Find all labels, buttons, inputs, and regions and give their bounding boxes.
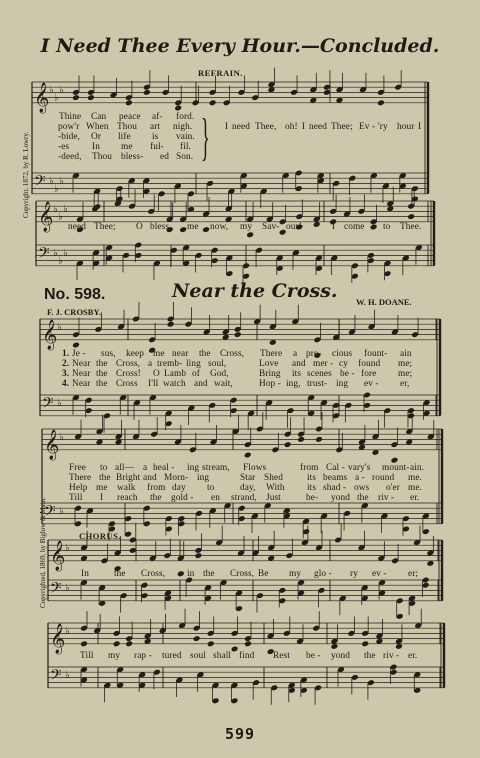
flat-icon: ♭ (54, 92, 59, 104)
hymn-title: Near the Cross. (172, 280, 338, 302)
bass-clef-icon: 𝄢 (38, 244, 50, 266)
verse-bracket: } (201, 109, 210, 166)
treble-clef-icon: 𝄞 (42, 319, 58, 350)
copyright-note-top: Copyright, 1872, by R. Lowry. (22, 131, 30, 218)
page-title: I Need Thee Every Hour.—Concluded. (40, 35, 440, 57)
flat-icon: ♭ (65, 625, 70, 637)
note-head (193, 635, 201, 642)
note-head (80, 640, 88, 647)
flat-icon: ♭ (57, 321, 62, 333)
note-head (72, 94, 80, 101)
flat-icon: ♭ (65, 669, 70, 681)
flat-icon: ♭ (53, 203, 58, 215)
note-head (129, 547, 137, 554)
note-head (113, 640, 121, 647)
flat-icon: ♭ (57, 397, 62, 409)
page-number: 599 (224, 725, 256, 743)
note-head (231, 646, 239, 653)
note-head (284, 441, 292, 448)
flat-icon: ♭ (65, 542, 70, 554)
note-head (209, 99, 217, 106)
flat-icon: ♭ (58, 255, 63, 267)
bass-clef-icon: 𝄢 (44, 502, 56, 524)
note-head (177, 570, 185, 577)
note-head (244, 640, 252, 647)
flat-icon: ♭ (65, 582, 70, 594)
note-head (407, 213, 415, 220)
note-head (202, 226, 210, 233)
note-head (125, 640, 133, 647)
note-head (370, 224, 378, 231)
note-head (174, 105, 182, 112)
flat-icon: ♭ (59, 505, 64, 517)
copyright-note-bottom: Copyrighted, 1869, by Biglow & Main. (39, 497, 47, 608)
treble-clef-icon: 𝄞 (50, 540, 66, 571)
treble-clef-icon: 𝄞 (44, 429, 60, 460)
note-head (244, 452, 252, 459)
treble-clef-icon: 𝄞 (38, 201, 54, 232)
note-head (234, 331, 242, 338)
note-head (125, 99, 133, 106)
note-head (194, 552, 202, 559)
flat-icon: ♭ (59, 84, 64, 96)
bass-clef-icon: 𝄢 (34, 172, 46, 194)
note-head (87, 94, 95, 101)
note-head (143, 89, 151, 96)
note-head (297, 436, 305, 443)
flat-icon: ♭ (49, 84, 54, 96)
note-head (377, 99, 385, 106)
flat-icon: ♭ (63, 203, 68, 215)
composer: W. H. DOANE. (356, 297, 412, 307)
note-head (315, 436, 323, 443)
treble-clef-icon: 𝄞 (50, 623, 66, 654)
treble-clef-icon: 𝄞 (34, 82, 50, 113)
note-head (72, 342, 80, 349)
flat-icon: ♭ (58, 211, 63, 223)
flat-icon: ♭ (49, 175, 54, 187)
refrain-label: REFRAIN. (198, 68, 243, 78)
flat-icon: ♭ (53, 247, 58, 259)
chorus-label: CHORUS. (79, 531, 121, 541)
note-head (167, 321, 175, 328)
hymnal-page: 𝄞 ♭ ♭ ♭ 𝄢 ♭ ♭ ♭ 𝄞 ♭ ♭ ♭ 𝄢 ♭ ♭ ♭ 𝄞 ♭ 𝄢 ♭ 𝄞 ♭ 𝄢 ♭ 𝄞 ♭ 𝄢 ♭ 𝄞 ♭ 𝄢 ♭ I Need Thee Every Hour.—Concluded. REFRAIN. Thine Can peace af- ford. pow'r When Thou art nigh. -bide, Or life is vain. -es In me ful- fil. -deed, Thou bless- ed Son. } I need Thee, oh! I need Thee; Ev - 'ry hour I need Thee; O bless me now, my Sav- our! I come to Thee. No. 598. Near the Cross. W. H. DOANE. F. J. CROSBY. 1. Je - sus, keep me near the Cross, There a pre- cious fount- ain 2. Near the Cross, a tremb- ling soul, Love and mer - cy found me; 3. Near the Cross! O Lamb of God, Bring its scenes be - fore me; 4. Near the Cross I'll watch and wait, Hop - ing, trust- ing ev - er, Free to all— a heal - ing stream, Flows from Cal - vary's mount- ain. There the Bright and Morn- ing Star Shed its beams a - round me. Help me walk from day to day, With its shad - ows o'er me. Till I reach the gold - en strand, Just be- yond the riv - er. CHORUS. In the Cross, in the Cross, Be my glo - ry ev - er; Till my rap - tured soul shall find Rest be - yond the riv - er. Copyright, 1872, by R. Lowry. Copyrighted, 1869, by Biglow & Main. 599 (0, 0, 480, 758)
flat-icon: ♭ (63, 247, 68, 259)
flat-icon: ♭ (54, 183, 59, 195)
bass-clef-icon: 𝄢 (42, 394, 54, 416)
bass-clef-icon: 𝄢 (50, 579, 62, 601)
flat-icon: ♭ (59, 431, 64, 443)
note-head (361, 640, 369, 647)
note-head (246, 231, 254, 238)
author: F. J. CROSBY. (47, 307, 101, 317)
note-head (207, 640, 215, 647)
note-head (179, 226, 187, 233)
hymn-number: No. 598. (44, 286, 106, 303)
flat-icon: ♭ (59, 175, 64, 187)
bass-clef-icon: 𝄢 (50, 666, 62, 688)
